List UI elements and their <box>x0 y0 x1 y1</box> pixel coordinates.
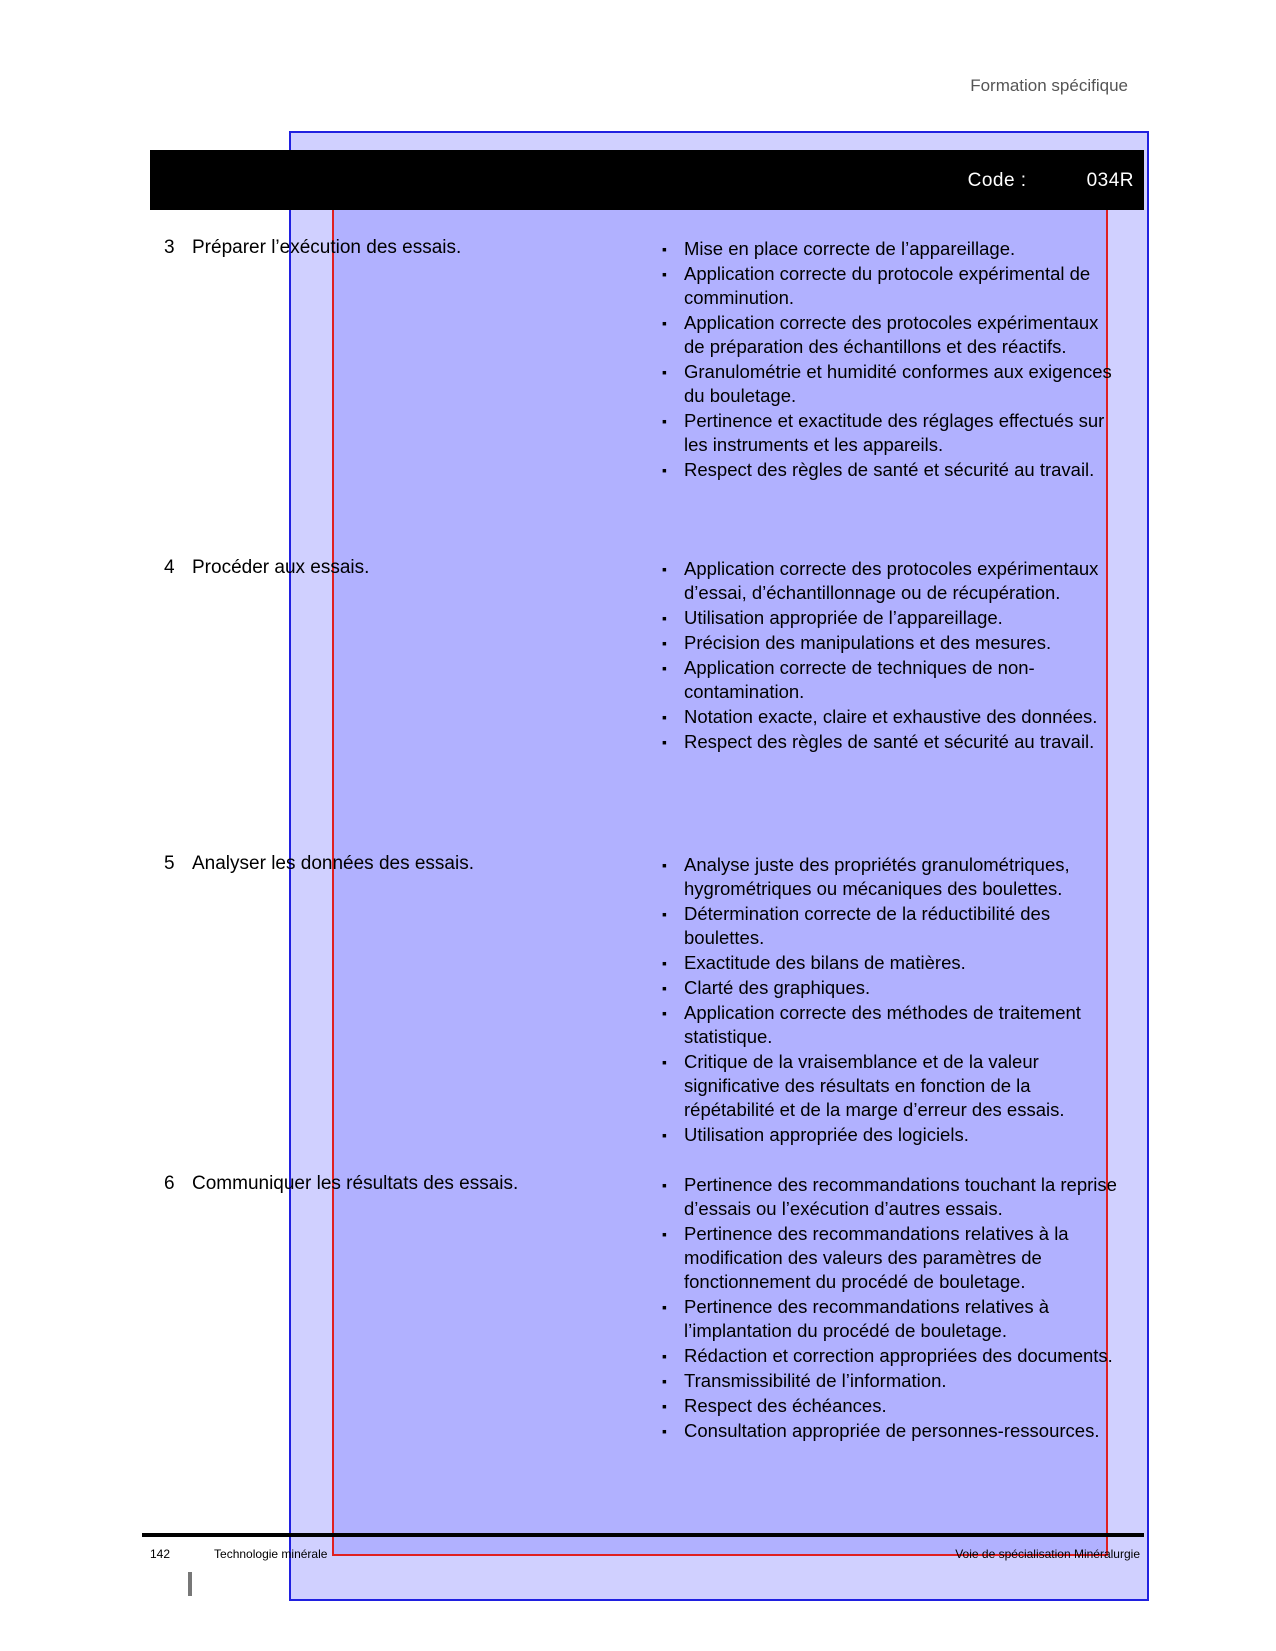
task-number: 3 <box>164 237 175 258</box>
task-text: Analyser les données des essais. <box>192 853 474 874</box>
criterion-item: ▪ Pertinence des recommandations relatives à l’implantation du procédé de bouletage. <box>662 1295 1122 1343</box>
task-text: Préparer l’exécution des essais. <box>192 237 462 258</box>
criterion-item: ▪ Respect des règles de santé et sécurité au travail. <box>662 730 1122 754</box>
task-number: 6 <box>164 1173 175 1194</box>
criterion-item: ▪ Application correcte de techniques de non-contamination. <box>662 656 1122 704</box>
task-number: 4 <box>164 557 175 578</box>
criterion-item: ▪ Pertinence et exactitude des réglages effectués sur les instruments et les appareils. <box>662 409 1122 457</box>
footer-right: Voie de spécialisation Minéralurgie <box>955 1547 1140 1561</box>
page-number: 142 <box>150 1547 171 1561</box>
criteria-list <box>662 1173 1122 1444</box>
criterion-item: ▪ Notation exacte, claire et exhaustive des données. <box>662 705 1122 729</box>
criterion-item: ▪ Respect des échéances. <box>662 1394 1122 1418</box>
code-value: 034R <box>1086 170 1134 191</box>
criterion-item: ▪ Pertinence des recommandations relatives à la modification des valeurs des paramètres de fonctionnement du procédé de bouletage. <box>662 1222 1122 1294</box>
criterion-item: ▪ Application correcte du protocole expérimental de comminution. <box>662 262 1122 310</box>
criterion-item: ▪ Exactitude des bilans de matières. <box>662 951 1122 975</box>
task-number: 5 <box>164 853 175 874</box>
criterion-item: ▪ Rédaction et correction appropriées des documents. <box>662 1344 1122 1368</box>
task-title <box>164 557 654 579</box>
header-label: Formation spécifique <box>970 76 1128 95</box>
code-bar <box>150 150 1144 210</box>
footer-rule <box>142 1533 1144 1537</box>
criterion-item: ▪ Clarté des graphiques. <box>662 976 1122 1000</box>
criterion-item: ▪ Granulométrie et humidité conformes aux exigences du bouletage. <box>662 360 1122 408</box>
criteria-list <box>662 853 1122 1148</box>
criterion-item: ▪ Critique de la vraisemblance et de la valeur significative des résultats en fonction de la répétabilité et de la marge d’erreur des essais. <box>662 1050 1122 1122</box>
criterion-item: ▪ Application correcte des méthodes de traitement statistique. <box>662 1001 1122 1049</box>
criteria-list <box>662 557 1122 755</box>
criterion-item: ▪ Détermination correcte de la réductibilité des boulettes. <box>662 902 1122 950</box>
criterion-item: ▪ Analyse juste des propriétés granulométriques, hygrométriques ou mécaniques des boulettes. <box>662 853 1122 901</box>
footer-left <box>150 1547 327 1561</box>
criterion-item: ▪ Mise en place correcte de l’appareillage. <box>662 237 1122 261</box>
task-text: Procéder aux essais. <box>192 557 370 578</box>
criterion-item: ▪ Application correcte des protocoles expérimentaux d’essai, d’échantillonnage ou de récupération. <box>662 557 1122 605</box>
margin-mark <box>188 1572 192 1596</box>
task-title <box>164 1173 654 1195</box>
code-text <box>968 170 1134 192</box>
criterion-item: ▪ Précision des manipulations et des mesures. <box>662 631 1122 655</box>
criterion-item: ▪ Utilisation appropriée des logiciels. <box>662 1123 1122 1147</box>
task-text: Communiquer les résultats des essais. <box>192 1173 519 1194</box>
criteria-list <box>662 237 1122 483</box>
criterion-item: ▪ Consultation appropriée de personnes-ressources. <box>662 1419 1122 1443</box>
footer-title: Technologie minérale <box>214 1547 328 1561</box>
criterion-item: ▪ Pertinence des recommandations touchant la reprise d’essais ou l’exécution d’autres essais. <box>662 1173 1122 1221</box>
criterion-item: ▪ Respect des règles de santé et sécurité au travail. <box>662 458 1122 482</box>
criterion-item: ▪ Utilisation appropriée de l’appareillage. <box>662 606 1122 630</box>
criterion-item: ▪ Application correcte des protocoles expérimentaux de préparation des échantillons et des réactifs. <box>662 311 1122 359</box>
task-title <box>164 237 654 259</box>
code-label: Code : <box>967 170 1027 191</box>
criterion-item: ▪ Transmissibilité de l’information. <box>662 1369 1122 1393</box>
task-title <box>164 853 654 875</box>
